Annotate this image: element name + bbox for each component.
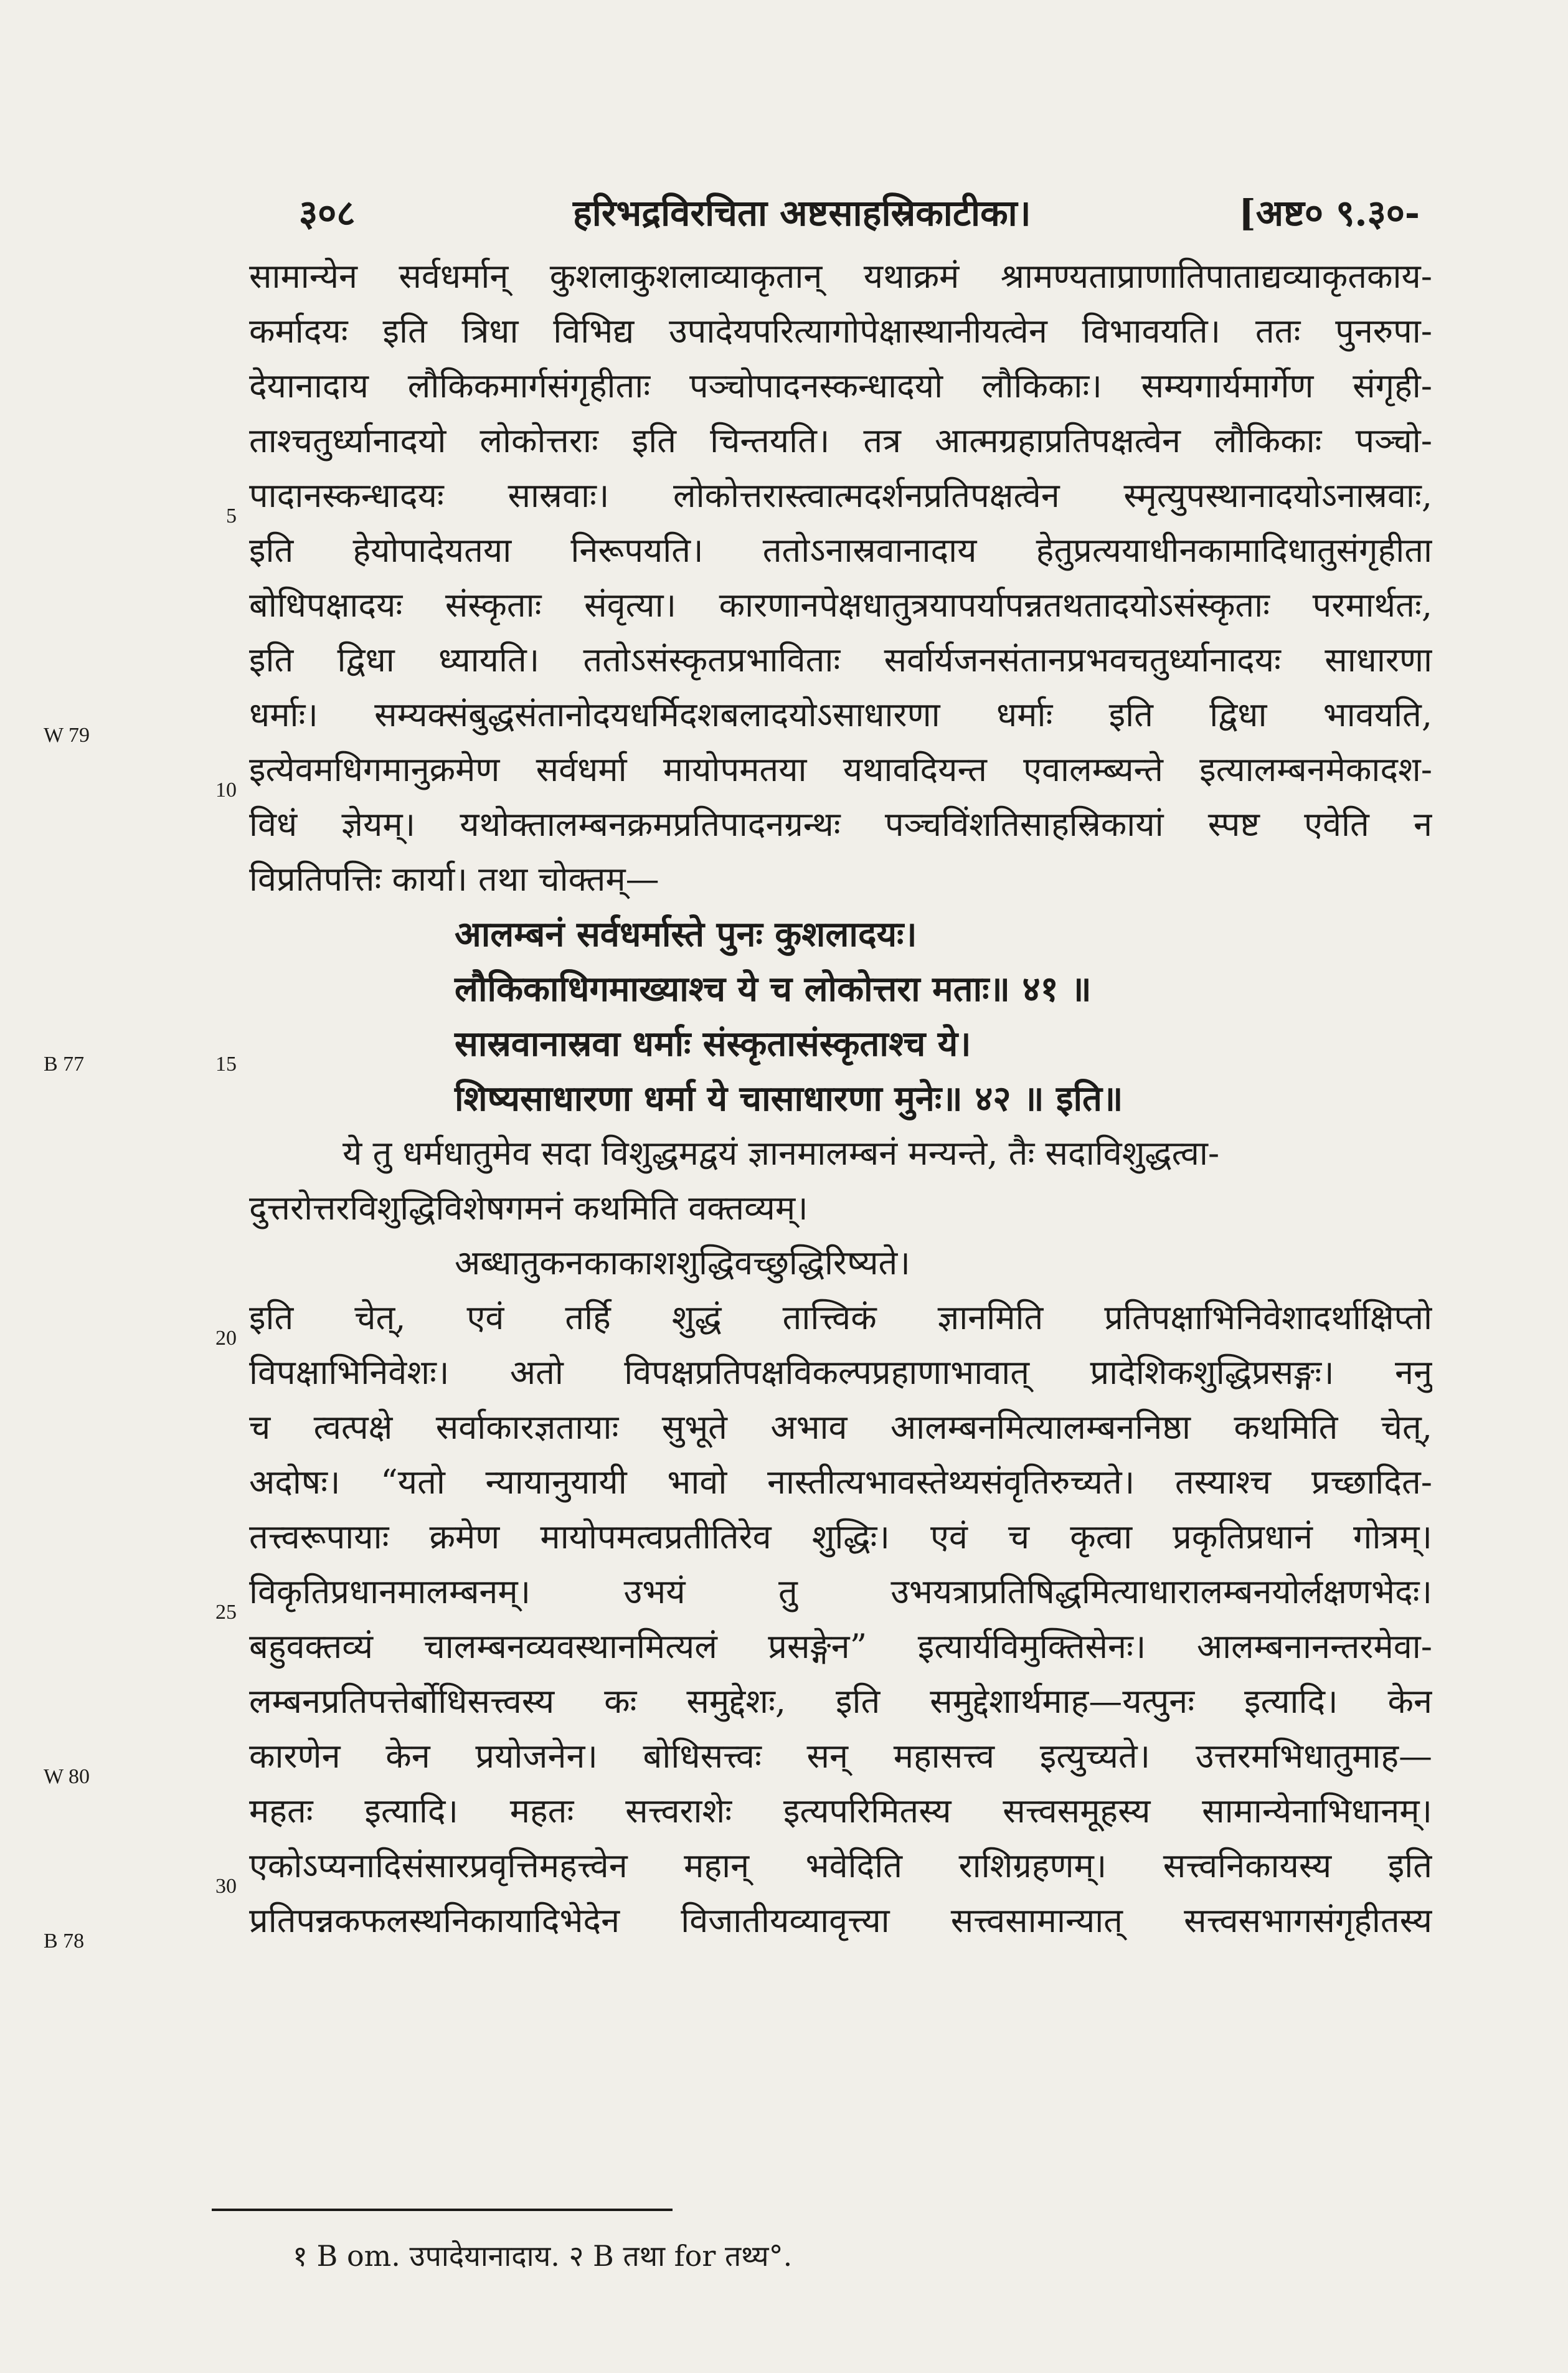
text-line: सामान्येन सर्वधर्मान् कुशलाकुशलाव्याकृतान् यथाक्रमं श्रामण्यताप्राणातिपाताद्यव्याकृतकाय- [249,257,1432,296]
line-number: 20 [215,1327,237,1350]
verse-line: लौकिकाधिगमाख्याश्च ये च लोकोत्तरा मताः॥ ४१ ॥ [455,969,1092,1010]
text-line: धर्माः। सम्यक्संबुद्धसंतानोदयधर्मिदशबलादयोऽसाधारणा धर्माः इति द्विधा भावयति, [249,695,1432,734]
verse-line: शिष्यसाधारणा धर्मा ये चासाधारणा मुनेः॥ ४२ ॥ इति॥ [455,1078,1123,1119]
text-line: अदोषः। “यतो न्यायानुयायी भावो नास्तीत्यभावस्तेथ्यसंवृतिरुच्यते। तस्याश्च प्रच्छादित- [249,1462,1432,1502]
text-line: च त्वत्पक्षे सर्वाकारज्ञतायाः सुभूते अभाव आलम्बनमित्यालम्बननिष्ठा कथमिति चेत्, [249,1408,1432,1447]
page-header [249,187,1432,243]
text-line: विप्रतिपत्तिः कार्या। तथा चोक्तम्— [249,860,659,899]
line-number: 10 [215,779,237,802]
text-line: लम्बनप्रतिपत्तेर्बोधिसत्त्वस्य कः समुद्देशः, इति समुद्देशार्थमाह—यत्पुनः इत्यादि। केन [249,1682,1432,1721]
text-line: कर्मादयः इति त्रिधा विभिद्य उपादेयपरित्यागोपेक्षास्थानीयत्वेन विभावयति। ततः पुनरुपा- [249,311,1432,351]
text-line: महतः इत्यादि। महतः सत्त्वराशेः इत्यपरिमितस्य सत्त्वसमूहस्य सामान्येनाभिधानम्। [249,1791,1432,1831]
text-line: एकोऽप्यनादिसंसारप्रवृत्तिमहत्त्वेन महान् भवेदिति राशिग्रहणम्। सत्त्वनिकायस्य इति [249,1846,1432,1885]
text-line: दुत्तरोत्तरविशुद्धिविशेषगमनं कथमिति वक्तव्यम्। [249,1188,808,1228]
running-title: हरिभद्रविरचिता अष्टसाहस्रिकाटीका। [573,192,1031,234]
text-line: इति द्विधा ध्यायति। ततोऽसंस्कृतप्रभाविताः सर्वार्यजनसंतानप्रभवचतुर्ध्यानादयः साधारणा [249,640,1432,680]
margin-reference: W 80 [44,1765,90,1788]
margin-reference: B 78 [44,1930,85,1953]
text-line: देयानादाय लौकिकमार्गसंगृहीताः पञ्चोपादनस्कन्धादयो लौकिकाः। सम्यगार्यमार्गेण संगृही- [249,366,1432,405]
text-line: ताश्चतुर्ध्यानादयो लोकोत्तराः इति चिन्तयति। तत्र आत्मग्रहाप्रतिपक्षत्वेन लौकिकाः पञ्चो- [249,421,1432,460]
text-line: विकृतिप्रधानमालम्बनम्। उभयं तु उभयत्राप्रतिषिद्धमित्याधारालम्बनयोर्लक्षणभेदः। [249,1572,1432,1611]
line-number: 5 [226,504,237,528]
line-number: 15 [215,1053,237,1076]
text-line: विपक्षाभिनिवेशः। अतो विपक्षप्रतिपक्षविकल्पप्रहाणाभावात् प्रादेशिकशुद्धिप्रसङ्गः। ननु [249,1353,1432,1392]
text-line: तत्त्वरूपायाः क्रमेण मायोपमत्वप्रतीतिरेव शुद्धिः। एवं च कृत्वा प्रकृतिप्रधानं गोत्रम्। [249,1517,1432,1556]
text-line: ये तु धर्मधातुमेव सदा विशुद्धमद्वयं ज्ञानमालम्बनं मन्यन्ते, तैः सदाविशुद्धत्वा- [342,1134,1220,1173]
text-line: बोधिपक्षादयः संस्कृताः संवृत्या। कारणानपेक्षधातुत्रयापर्यापन्नतथतादयोऽसंस्कृताः परमार्थतः, [249,585,1432,625]
section-reference: [अष्ट० ९.३०- [1239,192,1420,234]
footnote-rule [212,2209,673,2211]
text-line: विधं ज्ञेयम्। यथोक्तालम्बनक्रमप्रतिपादनग्रन्थः पञ्चविंशतिसाहस्रिकायां स्पष्ट एवेति न [249,805,1432,844]
text-line: इत्येवमधिगमानुक्रमेण सर्वधर्मा मायोपमतया यथावदियन्त एवालम्ब्यन्ते इत्यालम्बनमेकादश- [249,750,1432,789]
text-line: इति चेत्, एवं तर्हि शुद्धं तात्त्विकं ज्ञानमिति प्रतिपक्षाभिनिवेशादर्थाक्षिप्तो [249,1298,1432,1337]
footnote: १ B om. उपादेयानादाय. २ B तथा for तथ्य°. [293,2239,793,2273]
verse-line: आलम्बनं सर्वधर्मास्ते पुनः कुशलादयः। [455,914,917,955]
text-line: कारणेन केन प्रयोजनेन। बोधिसत्त्वः सन् महासत्त्व इत्युच्यते। उत्तरमभिधातुमाह— [249,1736,1432,1776]
verse-block [249,907,1432,1126]
commentary-text [249,249,1432,1948]
margin-reference: B 77 [44,1053,85,1076]
text-line: इति हेयोपादेयतया निरूपयति। ततोऽनास्रवानादाय हेतुप्रत्ययाधीनकामादिधातुसंगृहीता [249,531,1432,570]
text-line: बहुवक्तव्यं चालम्बनव्यवस्थानमित्यलं प्रसङ्गेन” इत्यार्यविमुक्तिसेनः। आलम्बनानन्तरमेवा- [249,1627,1432,1666]
line-number: 30 [215,1875,237,1898]
margin-reference: W 79 [44,724,90,747]
line-number: 25 [215,1601,237,1624]
quoted-line: अब्धातुकनकाकाशशुद्धिवच्छुद्धिरिष्यते। [455,1243,910,1282]
text-line: पादानस्कन्धादयः सास्रवाः। लोकोत्तरास्त्वात्मदर्शनप्रतिपक्षत्वेन स्मृत्युपस्थानादयोऽनास्रवाः, [249,476,1432,515]
page-number: ३०८ [299,192,356,234]
text-line: प्रतिपन्नकफलस्थनिकायादिभेदेन विजातीयव्यावृत्त्या सत्त्वसामान्यात् सत्त्वसभागसंगृहीतस्य [249,1901,1432,1940]
verse-line: सास्रवानास्रवा धर्माः संस्कृतासंस्कृताश्च ये। [455,1023,971,1064]
